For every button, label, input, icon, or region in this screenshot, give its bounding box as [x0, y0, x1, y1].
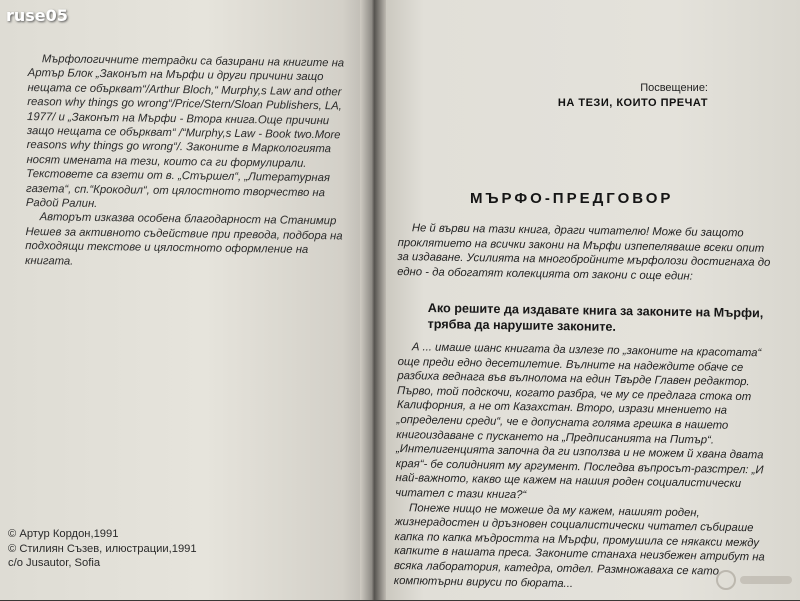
- left-paragraph-1: Мърфологичните тетрадки са базирани на книгите на Артър Блок „Законът на Мърфи и други причини защо нещата се объркват“/Arthur Bloch,“ Murphy,s Law and other reason why things go wrong“/Price/Stern/Sloan Publishers, LA, 1977/ и „Законът на Мърфи - Втора книга.Още причини защо нещата се объркват“ /“Murphy,s Law - Book two.More reasons why things go wrong“/. Законите в Маркологията носят имената на тези, които са ги формулирали. Текстовете са взети от в. „Стършел“, „Литературная газета“, сп.“Крокодил“, от цялостното творчество на Радой Ралин.: [25, 53, 345, 211]
- book-spine-gutter: [360, 0, 386, 600]
- left-page-text: [25, 52, 358, 273]
- copyright-line: © Артур Кордон,1991: [8, 528, 119, 540]
- left-paragraph-2: Авторът изказва особена благодарност на Станимир Нешев за активното съдействие при превода, подбора на подходящи текстове и цялостното оформление на книгата.: [25, 211, 343, 268]
- bold-quote: Ако решите да издавате книга за законите на Мърфи, трябва да нарушите законите.: [427, 300, 764, 334]
- intro-paragraph: [397, 221, 778, 285]
- copyright-line: © Стилиян Съзев, илюстрации,1991: [8, 542, 197, 555]
- dedication-text: НА ТЕЗИ, КОИТО ПРЕЧАТ: [557, 97, 708, 109]
- intro-text: Не й върви на тази книга, драги читателю! Може би защото проклятието на всички закони на Мърфи изпепеляваше всеки опит за издаване. Усилията на многобройните мърфолози достигнаха до едно - да обогатят колекцията от закони с още един:: [397, 222, 771, 283]
- dedication-label: Посвещение:: [640, 82, 708, 94]
- story-paragraph-2: Понеже нищо не можеше да му кажем, нашият роден, жизнерадостен и дръзновен социалистически читател събираше капка по капка мъдростта на Мърфи, промушила се някакси между капките в нашата преса. Законите станаха неизбежен атрибут на всяка лаборатория, катедра, отдел. Размножаваха се като компютърни вируси по бюрата...: [393, 501, 765, 590]
- section-title: МЪРФО-ПРЕДГОВОР: [470, 190, 674, 207]
- story-paragraph-1: А ... имаше шанс книгата да излезе по „законите на красотата“ още преди едно десетилетие. Вълните на надеждите обаче се разбиха веднага във вълнолома на един Твърде Главен редактор. Първо, той подскочи, когато разбра, че му се предлага стока от Калифорния, а не от Казахстан. Второ, изрази мнението на „определени среди“, че е допусната голяма грешка в нашето книгоиздаване с пускането на „Предписанията на Питър“. „Интелигенцията започна да ги използва и не можем й хвана двата края“- бе солидният му аргумент. Последва въпросът-разстрел: „И най-важното, какво ще кажем на нашия роден социалистически читател с тази книга?“: [395, 341, 764, 502]
- corner-watermark-logo: [712, 562, 798, 598]
- copyright-block: [8, 527, 338, 571]
- watermark: ruse05: [6, 6, 68, 25]
- story-text: [394, 340, 778, 595]
- copyright-line: c/o Jusautor, Sofia: [8, 557, 101, 569]
